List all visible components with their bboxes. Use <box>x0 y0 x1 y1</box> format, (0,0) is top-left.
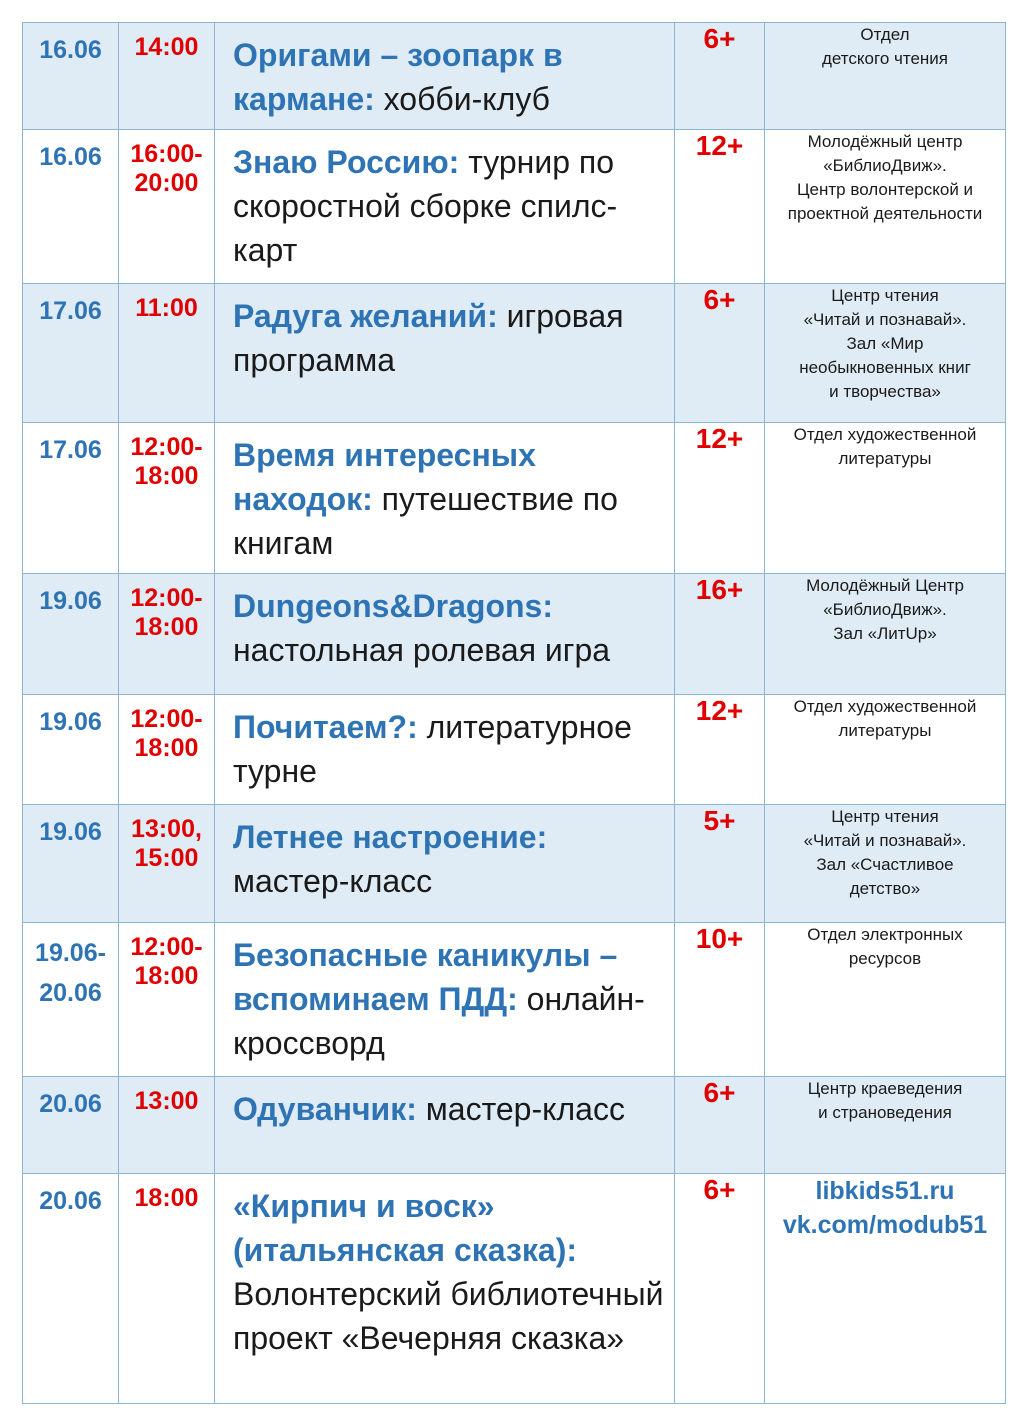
event-title-highlight: Оригами – зоопарк в кармане: <box>233 37 563 117</box>
event-time: 16:00- 20:00 <box>130 140 203 197</box>
age-rating: 6+ <box>703 1077 736 1108</box>
event-place: Отдел художественной литературы <box>793 697 977 740</box>
event-title <box>215 695 674 801</box>
event-title-highlight: Почитаем?: <box>233 709 418 745</box>
table-row <box>23 23 1006 130</box>
event-place: Центр чтения «Читай и познавай». Зал «Мир необыкновенных книг и творчества» <box>799 286 971 401</box>
event-time: 14:00 <box>134 33 199 61</box>
event-title <box>215 1174 674 1368</box>
event-place: Молодёжный Центр «БиблиоДвиж». Зал «ЛитUp» <box>806 576 964 643</box>
event-date: 20.06 <box>39 1090 102 1118</box>
event-title-highlight: Летнее настроение: <box>233 819 548 855</box>
event-title-highlight: Dungeons&Dragons: <box>233 588 553 624</box>
event-place: Отдел электронных ресурсов <box>807 925 963 968</box>
table-row <box>23 1174 1006 1404</box>
event-title-rest: Волонтерский библиотечный проект «Вечерняя сказка» <box>233 1276 664 1356</box>
age-rating: 12+ <box>695 130 744 161</box>
event-title-highlight: Время интересных находок: <box>233 437 536 517</box>
event-place: Центр краеведения и страноведения <box>807 1079 963 1122</box>
event-place: Молодёжный центр «БиблиоДвиж». Центр волонтерской и проектной деятельности <box>787 132 983 223</box>
event-date: 16.06 <box>39 36 102 64</box>
event-date: 17.06 <box>39 297 102 325</box>
age-rating: 12+ <box>695 423 744 454</box>
event-place: Отдел детского чтения <box>822 25 948 68</box>
event-time: 13:00, 15:00 <box>131 815 202 872</box>
event-title <box>215 923 674 1073</box>
event-place: Отдел художественной литературы <box>793 425 977 468</box>
event-time: 12:00- 18:00 <box>130 933 203 990</box>
table-row <box>23 805 1006 923</box>
event-date: 19.06 <box>39 818 102 846</box>
age-rating: 16+ <box>695 574 744 605</box>
event-title-highlight: Одуванчик: <box>233 1091 417 1127</box>
event-title-rest: путешествие по книгам <box>233 481 618 561</box>
event-title-highlight: «Кирпич и воск» (итальянская сказка): <box>233 1188 577 1268</box>
event-title-rest: мастер-класс <box>233 863 433 899</box>
website-links[interactable]: libkids51.ru vk.com/modub51 <box>782 1177 988 1239</box>
event-title-rest: хобби-клуб <box>374 81 550 117</box>
age-rating: 10+ <box>695 923 744 954</box>
table-row <box>23 574 1006 695</box>
table-row <box>23 923 1006 1077</box>
event-title-highlight: Безопасные каникулы – вспоминаем ПДД: <box>233 937 618 1017</box>
schedule-table <box>22 22 1006 1404</box>
age-rating: 6+ <box>703 23 736 54</box>
event-time: 12:00- 18:00 <box>130 705 203 762</box>
event-title <box>215 423 674 573</box>
table-row <box>23 423 1006 574</box>
table-row <box>23 1077 1006 1174</box>
event-title <box>215 284 674 390</box>
event-time: 12:00- 18:00 <box>130 584 203 641</box>
event-title-highlight: Радуга желаний: <box>233 298 498 334</box>
event-date: 19.06 <box>39 587 102 615</box>
event-title-rest: онлайн-кроссворд <box>233 981 645 1061</box>
event-time: 12:00- 18:00 <box>130 433 203 490</box>
event-title-rest: литературное турне <box>233 709 632 789</box>
event-title <box>215 130 674 280</box>
event-time: 13:00 <box>134 1087 199 1115</box>
event-title-rest: турнир по скоростной сборке спилс-карт <box>233 144 618 268</box>
age-rating: 6+ <box>703 284 736 315</box>
event-date: 19.06 <box>39 708 102 736</box>
event-title-rest: игровая программа <box>233 298 624 378</box>
table-row <box>23 695 1006 805</box>
event-title-highlight: Знаю Россию: <box>233 144 460 180</box>
event-title <box>215 23 674 129</box>
event-time: 18:00 <box>134 1184 199 1212</box>
event-title <box>215 574 674 680</box>
event-date: 20.06 <box>39 1187 102 1215</box>
event-date: 17.06 <box>39 436 102 464</box>
event-title-rest: мастер-класс <box>416 1091 625 1127</box>
table-row <box>23 284 1006 423</box>
table-row <box>23 130 1006 284</box>
event-time: 11:00 <box>135 294 198 322</box>
event-title <box>215 805 674 911</box>
age-rating: 12+ <box>695 695 744 726</box>
event-place: Центр чтения «Читай и познавай». Зал «Счастливое детство» <box>803 807 967 898</box>
event-title <box>215 1077 674 1139</box>
event-title-rest: настольная ролевая игра <box>233 632 611 668</box>
event-date: 19.06- 20.06 <box>35 939 106 1007</box>
age-rating: 5+ <box>703 805 736 836</box>
age-rating: 6+ <box>703 1174 736 1205</box>
event-date: 16.06 <box>39 143 102 171</box>
